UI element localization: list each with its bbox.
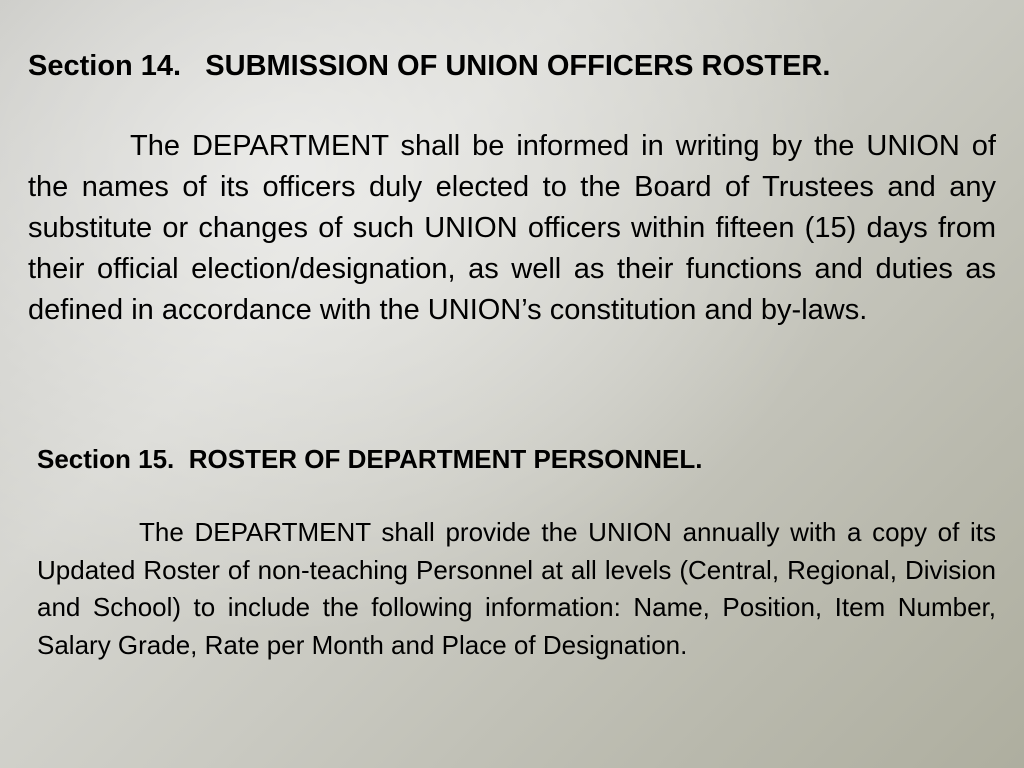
section-15-heading: Section 15. ROSTER OF DEPARTMENT PERSONNEL. <box>37 444 703 474</box>
section-14-heading: Section 14. SUBMISSION OF UNION OFFICERS ROSTER. <box>28 50 831 82</box>
section-15-body: The DEPARTMENT shall provide the UNION annually with a copy of its Updated Roster of non-teaching Personnel at all levels (Central, Regional, Division and School) to include the following information: Name, Position, Item Number, Salary Grade, Rate per Month and Place of Designation. <box>37 517 996 660</box>
section-14-body: The DEPARTMENT shall be informed in writing by the UNION of the names of its officers duly elected to the Board of Trustees and any substitute or changes of such UNION officers within fifteen (15) days from their official election/designation, as well as their functions and duties as defined in accordance with the UNION’s constitution and by-laws. <box>28 130 996 326</box>
